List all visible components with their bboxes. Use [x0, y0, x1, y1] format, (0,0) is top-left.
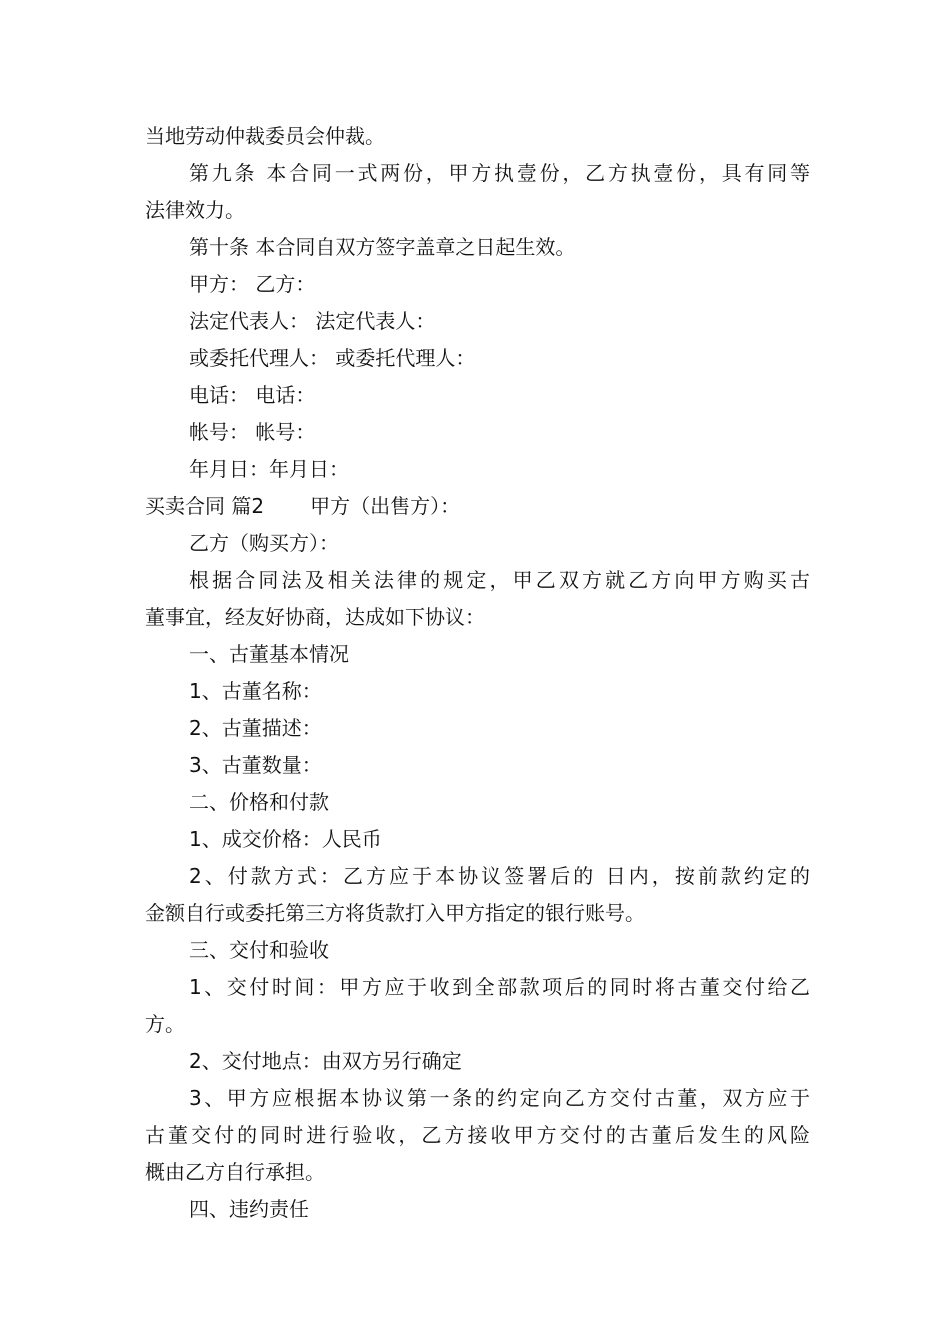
- text-line: 电话： 电话：: [189, 383, 316, 407]
- contract-part-1: [145, 118, 810, 488]
- text-line: 2、交付地点：由双方另行确定: [189, 1049, 462, 1073]
- text-line: 3、甲方应根据本协议第一条的约定向乙方交付古董，双方应于: [189, 1086, 810, 1110]
- contract-part-2: [145, 525, 810, 1228]
- text-line: 甲方： 乙方：: [189, 272, 316, 296]
- text-line: 2、付款方式：乙方应于本协议签署后的 日内，按前款约定的: [189, 864, 810, 888]
- text-line: 概由乙方自行承担。: [145, 1160, 325, 1184]
- text-line: 二、价格和付款: [189, 790, 329, 814]
- party-a-label: 甲方（出售方）：: [310, 494, 461, 518]
- text-line: 古董交付的同时进行验收，乙方接收甲方交付的古董后发生的风险: [145, 1123, 810, 1147]
- text-line: 第九条 本合同一式两份，甲方执壹份，乙方执壹份，具有同等: [189, 161, 810, 185]
- text-line: 根据合同法及相关法律的规定，甲乙双方就乙方向甲方购买古: [189, 568, 810, 592]
- text-line: 或委托代理人： 或委托代理人：: [189, 346, 476, 370]
- text-line: 2、古董描述：: [189, 716, 322, 740]
- text-line: 董事宜，经友好协商，达成如下协议：: [145, 605, 485, 629]
- section-heading: [145, 488, 810, 525]
- text-line: 1、古董名称：: [189, 679, 322, 703]
- text-line: 金额自行或委托第三方将货款打入甲方指定的银行账号。: [145, 901, 645, 925]
- text-line: 1、交付时间：甲方应于收到全部款项后的同时将古董交付给乙: [189, 975, 810, 999]
- section-title: 买卖合同 篇2: [145, 494, 265, 518]
- text-line: 1、成交价格：人民币: [189, 827, 382, 851]
- text-line: 一、古董基本情况: [189, 642, 349, 666]
- text-line: 法定代表人： 法定代表人：: [189, 309, 436, 333]
- text-line: 方。: [145, 1012, 185, 1036]
- text-line: 帐号： 帐号：: [189, 420, 316, 444]
- text-line: 年月日：年月日：: [189, 457, 349, 481]
- text-line: 四、违约责任: [189, 1197, 309, 1221]
- text-line: 乙方（购买方）：: [189, 531, 339, 555]
- text-line: 第十条 本合同自双方签字盖章之日起生效。: [189, 235, 576, 259]
- text-line: 3、古董数量：: [189, 753, 322, 777]
- text-line: 当地劳动仲裁委员会仲裁。: [145, 124, 385, 148]
- document-body: [145, 118, 810, 1228]
- text-line: 三、交付和验收: [189, 938, 329, 962]
- text-line: 法律效力。: [145, 198, 245, 222]
